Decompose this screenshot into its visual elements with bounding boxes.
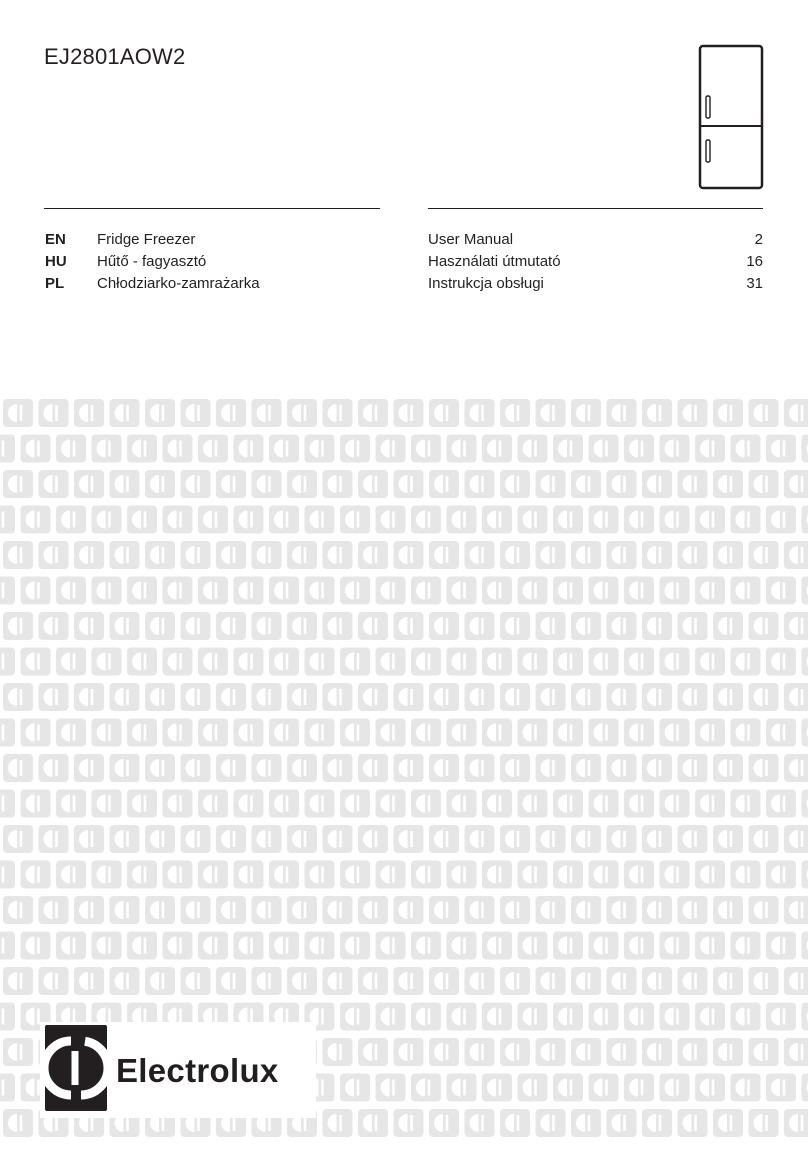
divider-right [428,208,763,209]
electrolux-logo-icon [45,1025,107,1111]
divider-left [44,208,380,209]
language-code: EN [45,231,66,248]
page-number: 2 [754,231,763,248]
manual-title: User Manual [428,231,514,248]
language-code: HU [45,253,67,270]
model-number: EJ2801AOW2 [44,44,186,69]
manual-title: Használati útmutató [428,253,561,270]
brand-logo [40,1022,316,1118]
language-row-pl [0,273,808,295]
brand-wordmark: Electrolux [116,1052,279,1089]
page-number: 16 [746,253,763,270]
manual-title: Instrukcja obsługi [428,275,544,292]
product-name: Hűtő - fagyasztó [97,253,207,270]
page-number: 31 [746,275,763,292]
language-row-en [0,229,808,251]
language-row-hu [0,251,808,273]
fridge-freezer-icon [698,44,766,192]
product-name: Fridge Freezer [97,231,196,248]
language-code: PL [45,275,65,292]
product-name: Chłodziarko-zamrażarka [97,275,260,292]
